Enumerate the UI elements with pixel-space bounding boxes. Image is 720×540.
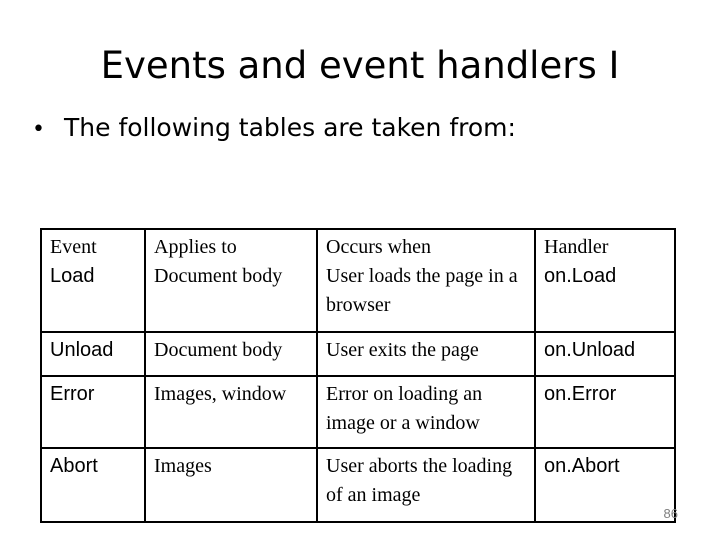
- bullet-text: The following tables are taken from:: [64, 113, 516, 142]
- table-row: [41, 448, 675, 522]
- cell-applies-to: Document body: [145, 332, 317, 376]
- cell-event: Unload: [41, 332, 145, 376]
- header-applies-to: Applies to: [145, 229, 317, 262]
- table-row: [41, 332, 675, 376]
- slide-title: Events and event handlers I: [100, 44, 620, 87]
- cell-event: Error: [41, 376, 145, 448]
- cell-occurs-when: User loads the page in a browser: [317, 262, 535, 332]
- bullet-item: [32, 108, 516, 150]
- page-number: 86: [663, 506, 678, 521]
- bullet-icon: •: [32, 117, 45, 142]
- cell-applies-to: Images: [145, 448, 317, 522]
- cell-occurs-when: Error on loading an image or a window: [317, 376, 535, 448]
- cell-handler: on.Error: [535, 376, 675, 448]
- table-row: [41, 376, 675, 448]
- cell-occurs-when: User aborts the loading of an image: [317, 448, 535, 522]
- cell-applies-to: Images, window: [145, 376, 317, 448]
- cell-handler: on.Abort: [535, 448, 675, 522]
- events-table: [40, 228, 676, 523]
- cell-handler: on.Load: [535, 262, 675, 332]
- header-occurs-when: Occurs when: [317, 229, 535, 262]
- cell-occurs-when: User exits the page: [317, 332, 535, 376]
- table-header-row: [41, 229, 675, 262]
- cell-applies-to: Document body: [145, 262, 317, 332]
- cell-event: Abort: [41, 448, 145, 522]
- header-handler: Handler: [535, 229, 675, 262]
- cell-handler: on.Unload: [535, 332, 675, 376]
- table-row: [41, 262, 675, 332]
- cell-event: Load: [41, 262, 145, 332]
- header-event: Event: [41, 229, 145, 262]
